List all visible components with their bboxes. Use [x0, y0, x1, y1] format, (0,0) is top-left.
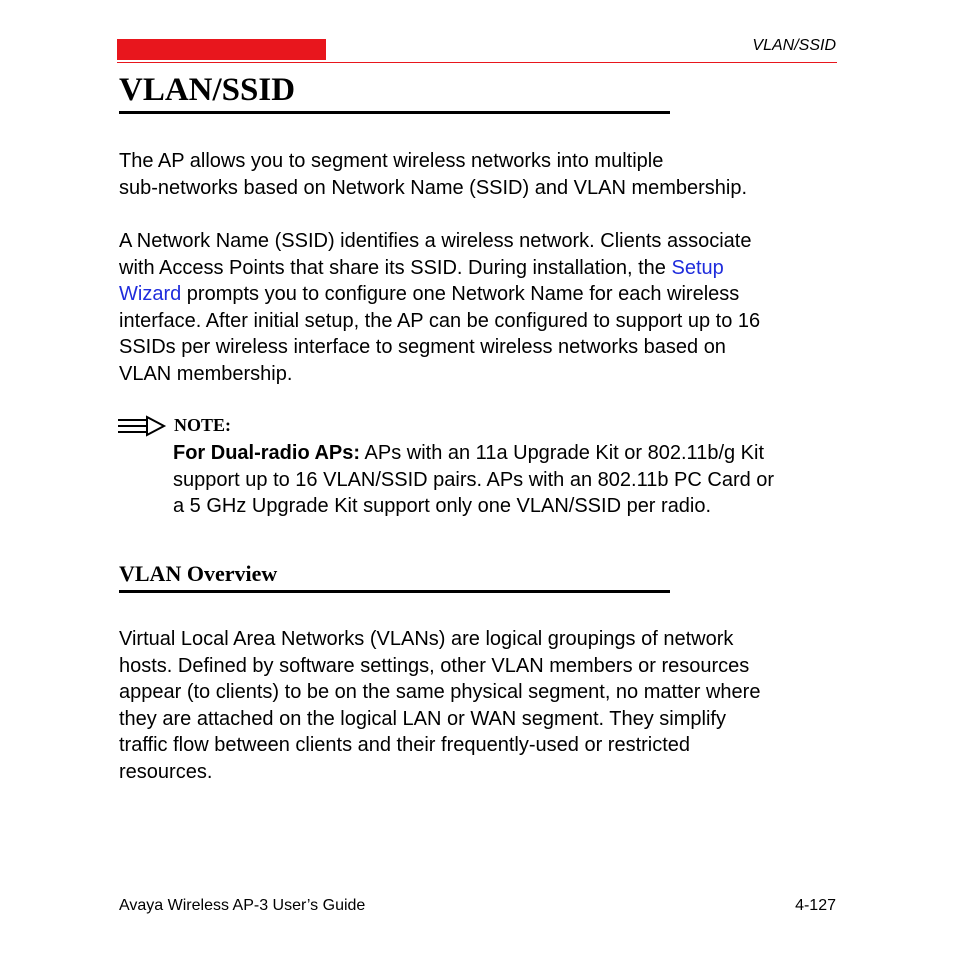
ssid-paragraph [119, 228, 839, 387]
overview-line: resources. [119, 760, 213, 783]
intro-paragraph [119, 148, 839, 201]
intro-line: sub-networks based on Network Name (SSID) and VLAN membership. [119, 176, 748, 199]
overview-line: hosts. Defined by software settings, other VLAN members or resources [119, 654, 750, 677]
ssid-line: prompts you to configure one Network Name for each wireless [181, 283, 740, 305]
setup-wizard-link[interactable]: Setup [671, 256, 724, 279]
overview-line: Virtual Local Area Networks (VLANs) are logical groupings of network [119, 628, 734, 650]
vlan-overview-paragraph [119, 626, 839, 785]
ssid-line: SSIDs per wireless interface to segment wireless networks based on [119, 336, 726, 358]
running-header-title: VLAN/SSID [752, 37, 836, 54]
page-title: VLAN/SSID [119, 72, 296, 108]
overview-line: they are attached on the logical LAN or WAN segment. They simplify [119, 707, 726, 730]
title-underline [119, 111, 670, 114]
header-red-bar [117, 39, 326, 60]
note-line: a 5 GHz Upgrade Kit support only one VLAN/SSID per radio. [173, 495, 712, 517]
ssid-line: A Network Name (SSID) identifies a wireless network. Clients associate [119, 230, 752, 252]
note-bold-lead: For Dual-radio APs: [173, 442, 361, 464]
footer-guide-title: Avaya Wireless AP-3 User’s Guide [119, 897, 366, 914]
setup-wizard-link[interactable]: Wizard [119, 283, 182, 305]
note-line: support up to 16 VLAN/SSID pairs. APs with an 802.11b PC Card or [173, 468, 775, 491]
pointing-arrow-icon [117, 414, 167, 438]
note-label: NOTE: [174, 415, 232, 435]
section-title-vlan-overview: VLAN Overview [119, 561, 278, 586]
note-line: APs with an 11a Upgrade Kit or 802.11b/g Kit [360, 442, 765, 464]
note-body [173, 440, 843, 520]
header-red-rule [117, 62, 837, 63]
overview-line: traffic flow between clients and their frequently-used or restricted [119, 734, 691, 756]
ssid-line: interface. After initial setup, the AP can be configured to support up to 16 [119, 309, 761, 332]
footer-page-number: 4-127 [795, 897, 836, 914]
intro-line: The AP allows you to segment wireless networks into multiple [119, 150, 664, 172]
ssid-line: with Access Points that share its SSID. During installation, the [119, 256, 672, 279]
section-underline [119, 590, 670, 593]
ssid-line: VLAN membership. [119, 362, 293, 385]
overview-line: appear (to clients) to be on the same physical segment, no matter where [119, 681, 761, 703]
